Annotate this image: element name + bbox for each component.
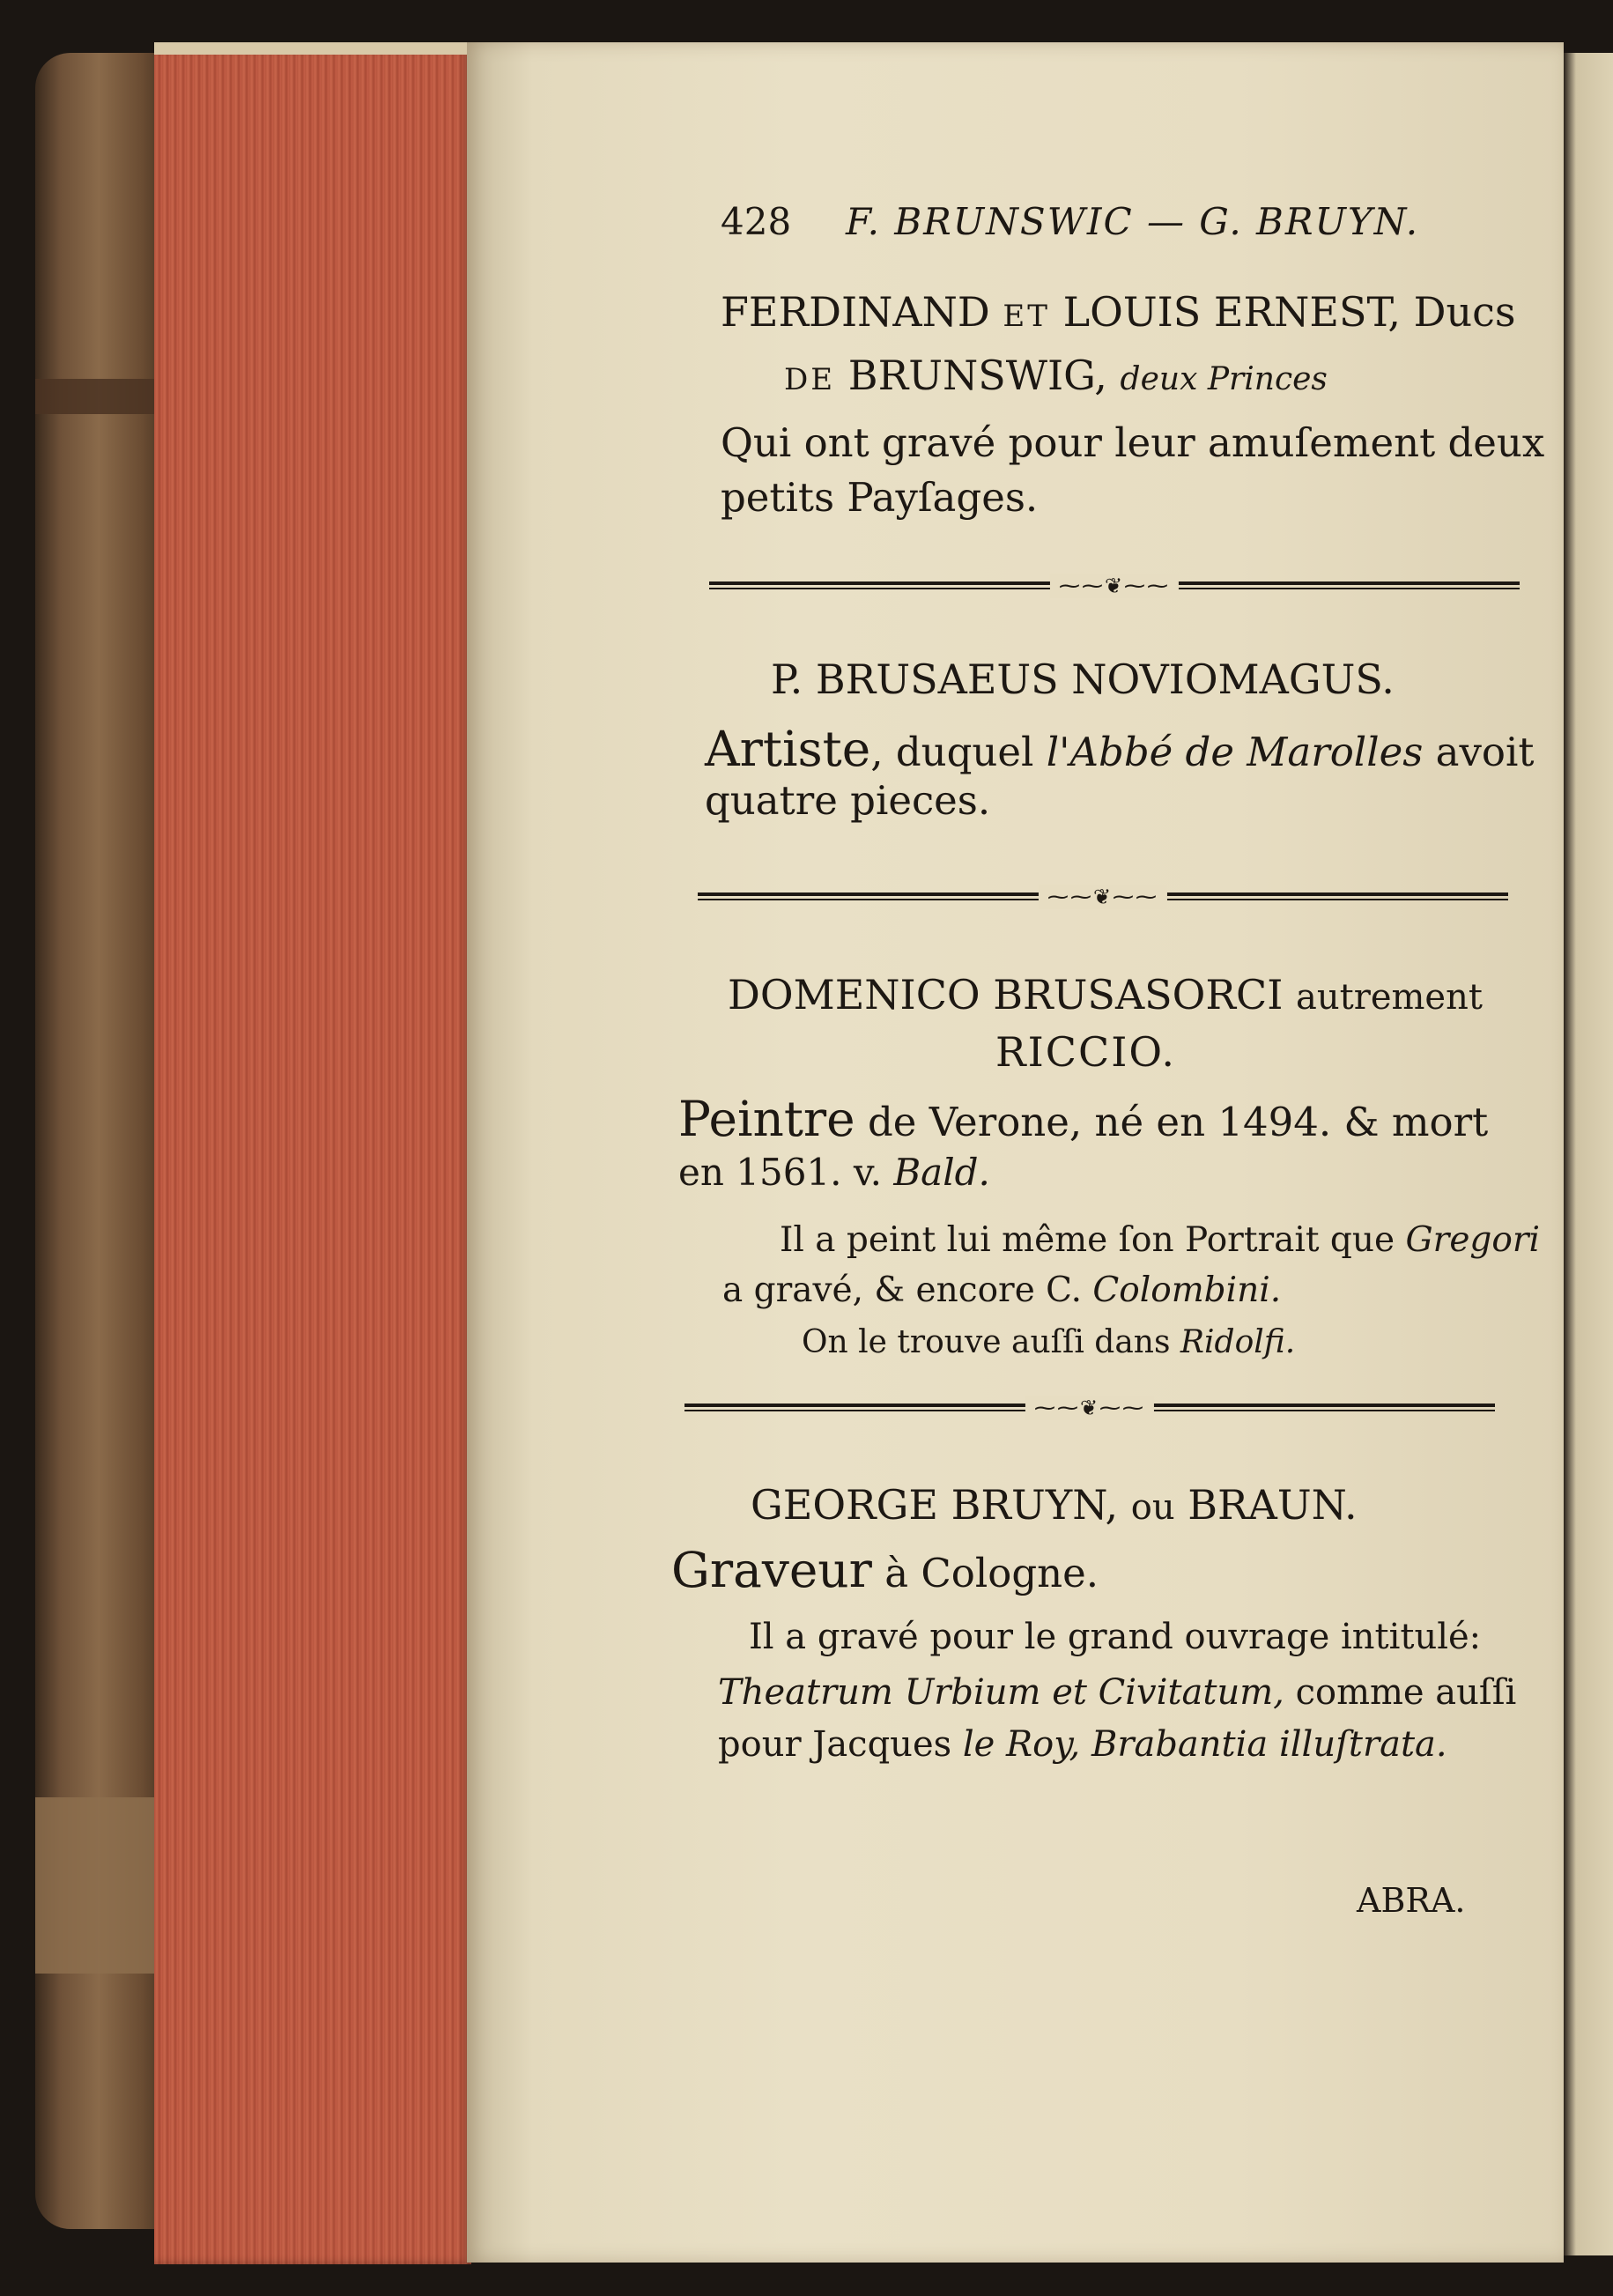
heading-name-louis: LOUIS ERNEST, Ducs <box>1062 288 1516 336</box>
page-number: 428 <box>721 200 792 243</box>
entry3-note-line1 <box>780 1220 1540 1260</box>
peintre-word: Peintre <box>678 1091 855 1147</box>
rule-ornament: ⁓⁓❦⁓⁓ <box>1025 1396 1154 1420</box>
jacques-text: pour Jacques <box>718 1724 952 1765</box>
comme-aussi-text: comme auſſi <box>1295 1672 1517 1713</box>
entry4-note-line2 <box>718 1672 1517 1713</box>
theatrum-title: Theatrum Urbium et Civitatum, <box>718 1672 1284 1713</box>
heading-particle: DE <box>784 362 836 397</box>
verone-text: de Verone, né en 1494. & mort <box>867 1099 1489 1145</box>
entry1-body-line1: Qui ont gravé pour leur amuſement deux <box>721 419 1545 466</box>
ornamental-rule-3 <box>684 1396 1495 1420</box>
entry4-note-line1: Il a gravé pour le grand ouvrage intitulé: <box>749 1617 1482 1657</box>
entry2-body-line2: quatre pieces. <box>705 777 991 824</box>
cologne-text: à Cologne. <box>884 1550 1099 1596</box>
gregori-name: Gregori <box>1405 1220 1540 1260</box>
heading-conjunction: ET <box>1003 299 1050 334</box>
heading-braun: BRAUN. <box>1188 1481 1358 1529</box>
abbe-de-marolles: l'Abbé de Marolles <box>1046 729 1424 775</box>
book-page <box>467 42 1564 2263</box>
entry1-heading-line1 <box>721 288 1516 336</box>
entry3-body-line1 <box>678 1091 1489 1147</box>
entry4-body <box>671 1542 1099 1598</box>
entry2-body-line1 <box>705 721 1535 777</box>
entry4-note-line3 <box>718 1724 1447 1765</box>
ornamental-rule-1 <box>709 574 1520 598</box>
trouve-text: On le trouve auſſi dans <box>802 1324 1171 1360</box>
heading-ou: ou <box>1130 1487 1175 1528</box>
heading-bruyn: GEORGE BRUYN, <box>751 1481 1119 1529</box>
rule-ornament: ⁓⁓❦⁓⁓ <box>1050 574 1179 598</box>
heading-name-ferdinand: FERDINAND <box>721 288 990 336</box>
artiste-word: Artiste <box>705 721 871 777</box>
red-page-edges <box>154 48 471 2264</box>
entry2-heading: P. BRUSAEUS NOVIOMAGUS. <box>771 655 1395 703</box>
page-edge-top <box>154 42 471 55</box>
heading-brusasorci: DOMENICO BRUSASORCI <box>728 971 1284 1018</box>
ornamental-rule-2 <box>698 885 1508 909</box>
ridolfi-name: Ridolfi. <box>1180 1324 1296 1360</box>
entry3-body-line2 <box>678 1151 990 1194</box>
entry4-heading <box>751 1481 1358 1529</box>
entry1-body-line2: petits Payſages. <box>721 474 1039 521</box>
running-title: F. BRUNSWIC — G. BRUYN. <box>846 200 1420 243</box>
entry3-heading-line1 <box>728 971 1483 1018</box>
catchword: ABRA. <box>1357 1881 1466 1920</box>
entry3-note-line3 <box>802 1324 1296 1360</box>
entry3-heading-line2: RICCIO. <box>995 1028 1177 1076</box>
portrait-text: Il a peint lui même ſon Portrait que <box>780 1220 1395 1260</box>
colombini-name: Colombini. <box>1092 1270 1282 1310</box>
bald-reference: Bald. <box>893 1151 990 1194</box>
heading-autrement: autrement <box>1296 977 1483 1018</box>
facing-page-edge <box>1564 53 1613 2255</box>
heading-place: BRUNSWIG, <box>847 352 1107 399</box>
brabantia-title: le Roy, Brabantia illuſtrata. <box>962 1724 1447 1765</box>
rule-ornament: ⁓⁓❦⁓⁓ <box>1039 885 1167 909</box>
death-year-text: en 1561. v. <box>678 1151 882 1194</box>
entry1-heading-line2 <box>784 352 1328 399</box>
heading-title: deux Princes <box>1120 361 1328 397</box>
avoit-text: avoit <box>1435 729 1535 775</box>
entry3-note-line2 <box>722 1270 1282 1310</box>
duquel-text: , duquel <box>870 729 1034 775</box>
grave-encore-text: a gravé, & encore C. <box>722 1270 1083 1310</box>
graveur-word: Graveur <box>671 1542 872 1598</box>
